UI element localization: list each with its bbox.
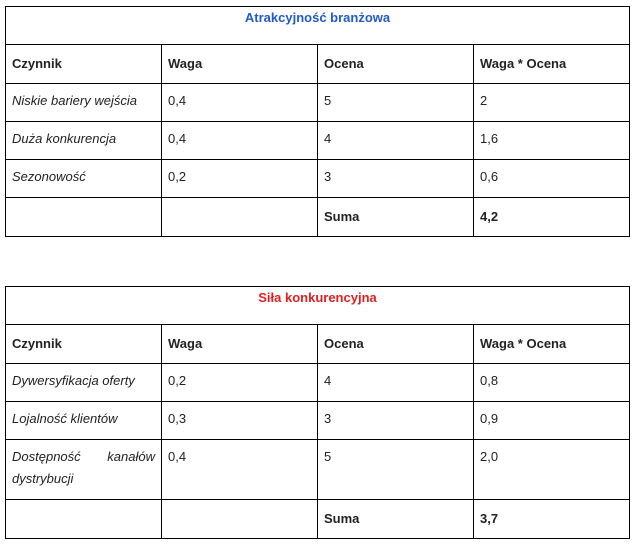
- column-header: Waga * Ocena: [474, 45, 630, 84]
- table-title-row: [6, 7, 630, 45]
- score-cell: 3: [318, 160, 474, 198]
- table-row: [6, 84, 630, 122]
- column-header: Czynnik: [6, 325, 162, 364]
- competitive-strength-table: [5, 286, 630, 539]
- score-cell: 3: [318, 402, 474, 440]
- table-title: Atrakcyjność branżowa: [6, 7, 630, 45]
- weighted-score-cell: 1,6: [474, 122, 630, 160]
- weight-cell: 0,2: [162, 364, 318, 402]
- table-row: [6, 160, 630, 198]
- weight-cell: 0,3: [162, 402, 318, 440]
- table-header-row: [6, 325, 630, 364]
- table-row: [6, 440, 630, 500]
- score-cell: 5: [318, 84, 474, 122]
- sum-label: Suma: [318, 198, 474, 237]
- weight-cell: 0,4: [162, 84, 318, 122]
- weighted-score-cell: 2: [474, 84, 630, 122]
- weight-cell: 0,4: [162, 440, 318, 500]
- table-header-row: [6, 45, 630, 84]
- empty-cell: [162, 198, 318, 237]
- weighted-score-cell: 0,9: [474, 402, 630, 440]
- factor-cell: Sezonowość: [6, 160, 162, 198]
- empty-cell: [162, 500, 318, 539]
- sum-label: Suma: [318, 500, 474, 539]
- factor-cell: Niskie bariery wejścia: [6, 84, 162, 122]
- weighted-score-cell: 0,8: [474, 364, 630, 402]
- empty-cell: [6, 500, 162, 539]
- factor-cell: Lojalność klientów: [6, 402, 162, 440]
- weighted-score-cell: 0,6: [474, 160, 630, 198]
- sum-row: [6, 198, 630, 237]
- sum-value: 4,2: [474, 198, 630, 237]
- table-title-row: [6, 287, 630, 325]
- table-row: [6, 364, 630, 402]
- industry-attractiveness-table: [5, 6, 630, 237]
- score-cell: 4: [318, 122, 474, 160]
- column-header: Ocena: [318, 45, 474, 84]
- sum-value: 3,7: [474, 500, 630, 539]
- weight-cell: 0,2: [162, 160, 318, 198]
- column-header: Waga: [162, 45, 318, 84]
- table-row: [6, 122, 630, 160]
- column-header: Ocena: [318, 325, 474, 364]
- factor-cell: Dostępność kanałów dystrybucji: [6, 440, 162, 500]
- empty-cell: [6, 198, 162, 237]
- column-header: Waga * Ocena: [474, 325, 630, 364]
- factor-cell: Dywersyfikacja oferty: [6, 364, 162, 402]
- weighted-score-cell: 2,0: [474, 440, 630, 500]
- sum-row: [6, 500, 630, 539]
- score-cell: 4: [318, 364, 474, 402]
- table-title: Siła konkurencyjna: [6, 287, 630, 325]
- weight-cell: 0,4: [162, 122, 318, 160]
- column-header: Czynnik: [6, 45, 162, 84]
- score-cell: 5: [318, 440, 474, 500]
- factor-cell: Duża konkurencja: [6, 122, 162, 160]
- table-row: [6, 402, 630, 440]
- column-header: Waga: [162, 325, 318, 364]
